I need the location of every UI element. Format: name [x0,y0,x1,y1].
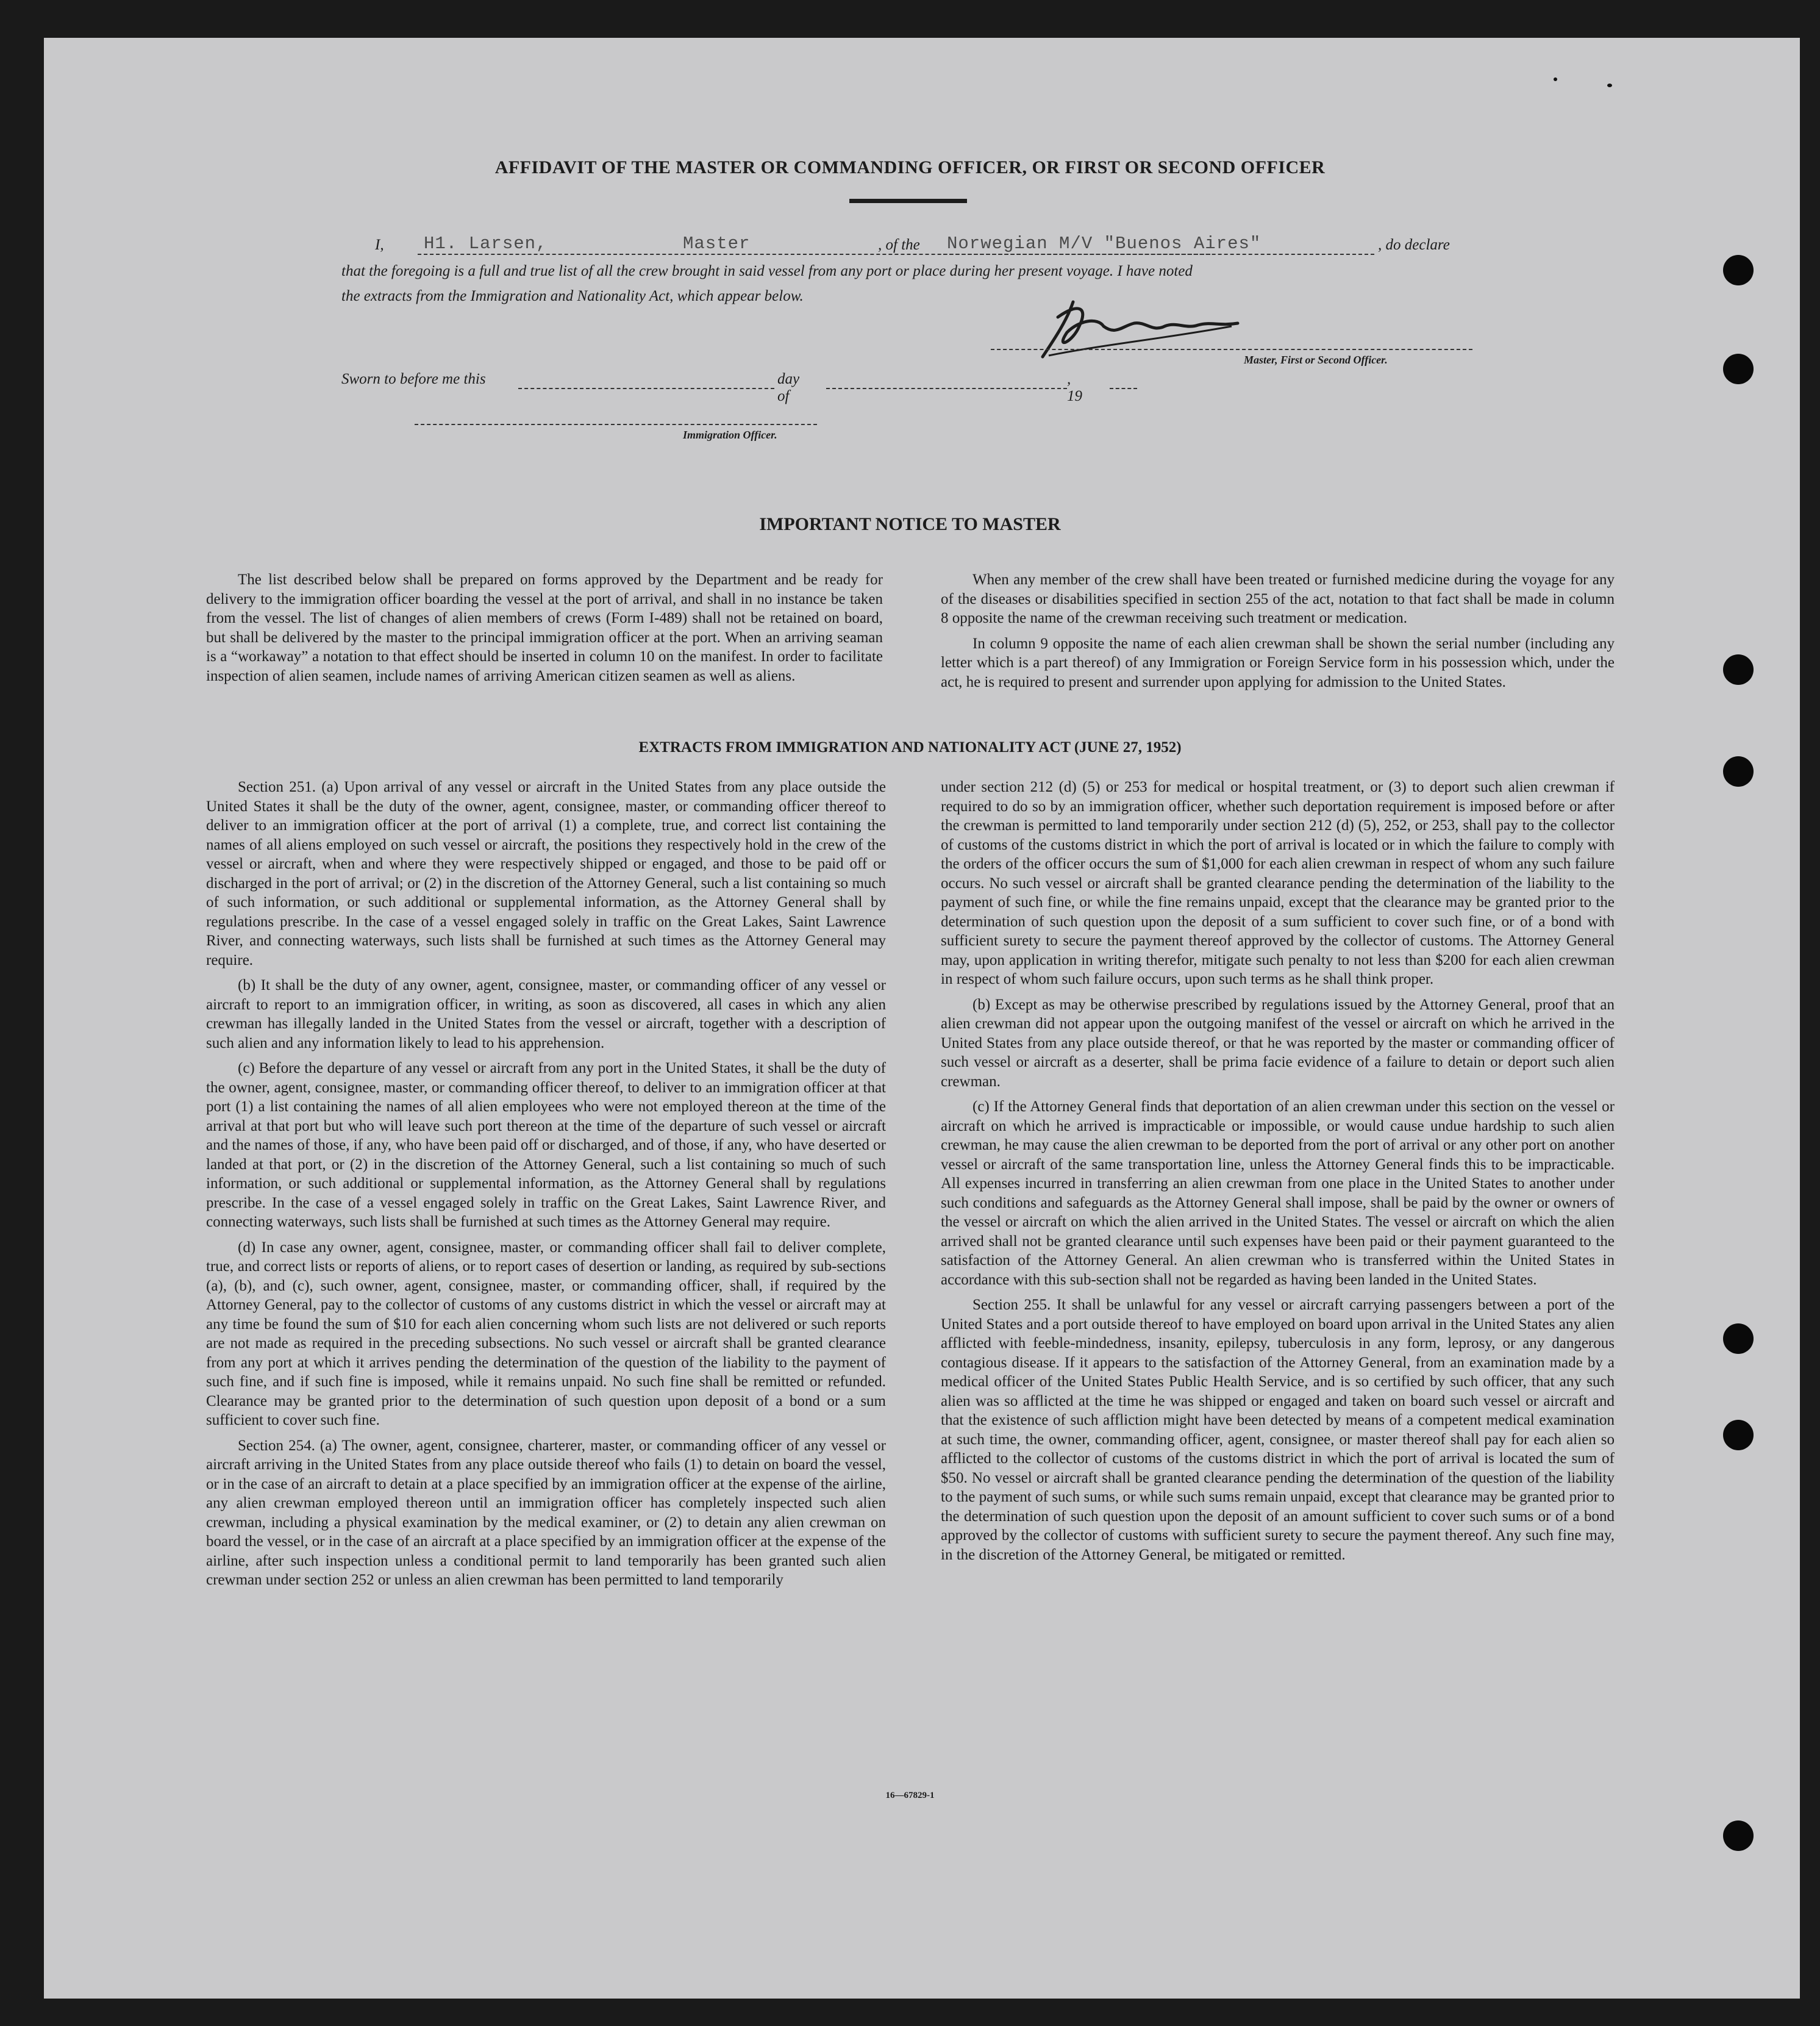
do-declare-label: , do declare [1378,237,1450,253]
notice-title: IMPORTANT NOTICE TO MASTER [759,514,1061,534]
sworn-month-blank [826,371,1067,389]
vessel-underline [943,254,1374,255]
sworn-day-blank [518,371,774,389]
year-label: , 19 [1067,371,1082,404]
officer-caption: Immigration Officer. [683,429,777,441]
act-section-paragraph: (b) Except as may be otherwise prescribed by regulations issued by the Attorney General, proof that an alien crewman did not appear upon the outgoing manifest of the vessel or aircraft on which he arrived in the United States from any place outside thereof, or that he was reported by the master or commanding officer of such vessel or aircraft as a deserter, shall be prima facie evidence of a failure to detain or deport such alien crewman. [941,996,1615,1090]
affidavit-declaration-line [341,227,1476,257]
affidavit-statement-line-2: the extracts from the Immigration and Nationality Act, which appear below. [341,288,804,304]
sworn-label: Sworn to before me this [341,371,486,387]
rank-field: Master [683,234,751,254]
notice-paragraph: The list described below shall be prepared on forms approved by the Department and be ready for delivery to the immigration officer boarding the vessel at the port of arrival, and shall in no instance be taken from the vessel. The list of changes of alien members of crews (Form I-489) shall not be retained on board, but shall be delivered by the master to the principal immigration officer at the port. When an arriving seaman is a “workaway” a notation to that effect should be inserted in column 10 on the manifest. In order to facilitate inspection of alien seamen, include names of arriving American citizen seamen as well as aliens. [206,571,883,684]
affidavit-title: AFFIDAVIT OF THE MASTER OR COMMANDING OFFICER, OR FIRST OR SECOND OFFICER [494,157,1326,177]
notice-paragraph: In column 9 opposite the name of each alien crewman shall be shown the serial number (including any letter which is a part thereof) of any Immigration or Foreign Service form in his possession which, under the act, he is required to present and surrender upon applying for admission to the United States. [941,635,1615,690]
binder-hole [1723,1420,1754,1450]
extracts-left-column [206,778,886,1596]
affidavit-statement-line-1: that the foregoing is a full and true list of all the crew brought in said vessel from any port or place during her present voyage. I have noted [341,263,1193,279]
signature-line [991,349,1472,350]
act-section-paragraph: (d) In case any owner, agent, consignee, master, or commanding officer shall fail to deliver complete, true, and correct lists or reports of aliens, or to report cases of desertion or landing, as required by sub-sections (a), (b), and (c), such owner, agent, consignee, master, or commanding officer, shall, if required by the Attorney General, pay to the collector of customs of any customs district in which the vessel or aircraft may at any time be found the sum of $10 for each alien concerning whom such lists are not delivered or such reports are not made as required in the preceding subsections. No such vessel or aircraft shall be granted clearance from any port at which it arrives pending the determination of the question of the liability to the payment of such fine, and if such fine is imposed, while it remains unpaid. No such fine shall be remitted or refunded. Clearance may be granted prior to the determination of such question upon deposit of a bond or a sum sufficient to cover such fine. [206,1239,886,1428]
title-divider [849,199,967,203]
act-section-paragraph: (c) If the Attorney General finds that deportation of an alien crewman under this section on the vessel or aircraft on which he arrived is impracticable or impossible, or would cause undue hardship to such alien crewman, he may cause the alien crewman to be deported from the port of arrival or any other port on another vessel or aircraft of the same transportation line, unless the Attorney General finds this to be impracticable. All expenses incurred in transferring an alien crewman from one place in the United States to another under such conditions and safeguards as the Attorney General shall impose, shall be paid by the owner or owners of the vessel or aircraft on which the alien arrived in the United States. The vessel or aircraft on which the alien arrived shall not be granted clearance until such expenses have been paid or their payment guaranteed to the satisfaction of the Attorney General. An alien crewman who is transferred within the United States in accordance with this sub-section shall not be regarded as having been landed in the United States. [941,1098,1615,1288]
binder-hole [1723,255,1754,285]
notice-paragraph: When any member of the crew shall have been treated or furnished medicine during the voyage for any of the diseases or disabilities specified in section 255 of the act, notation to that fact shall be made in column 8 opposite the name of the crewman receiving such treatment or medication. [941,571,1615,626]
ink-speck [1554,77,1557,81]
form-number: 16—67829-1 [885,1791,935,1800]
ink-speck [1607,84,1612,87]
act-section-paragraph: under section 212 (d) (5) or 253 for medical or hospital treatment, or (3) to deport such alien crewman if required to do so by an immigration officer, whether such deportation requirement is imposed before or after the crewman is permitted to land temporarily under section 212 (d) (5), 252, or 253, shall pay to the collector of customs of the customs district in which the port of arrival is located or in which the failure to comply with the orders of the officer occurs the sum of $1,000 for each alien crewman in respect of whom any such failure occurs. No such vessel or aircraft shall be granted clearance pending the determination of the liability to the payment of such fine, or while the fine remains unpaid, except that the clearance may be granted prior to the determination of such question upon the deposit of a sum sufficient to cover such fine, or of a bond with sufficient surety to secure the payment thereof approved by the collector of customs. The Attorney General may, upon application in writing therefor, mitigate such penalty to not less than $200 for each alien crewman in respect of whom such failure occurs, upon such terms as he shall think proper. [941,779,1615,987]
binder-hole [1723,354,1754,384]
binder-hole [1723,1820,1754,1851]
notice-right-column [941,570,1615,698]
act-section-paragraph: Section 251. (a) Upon arrival of any vessel or aircraft in the United States from any place outside the United States it shall be the duty of the owner, agent, consignee, master, or commanding officer thereof to deliver to an immigration officer at the port of arrival (1) a complete, true, and correct list containing the names of all aliens employed on such vessel or aircraft, the positions they respectively hold in the crew of the vessel or aircraft, when and where they were respectively shipped or engaged, and those to be paid off or discharged in the port of arrival; or (2) in the discretion of the Attorney General, such a list containing so much of such information, or such additional or supplemental information, as the Attorney General shall by regulations prescribe. In the case of a vessel engaged solely in traffic on the Great Lakes, Saint Lawrence River, and connecting waterways, such lists shall be furnished at such times as the Attorney General may require. [206,779,886,968]
master-signature [1030,290,1250,363]
master-name-field: H1. Larsen, [424,234,548,254]
act-section-paragraph: Section 254. (a) The owner, agent, consignee, charterer, master, or commanding officer of any vessel or aircraft arriving in the United States from any place outside thereof who fails (1) to detain on board the vessel, or in the case of an aircraft to detain at a place specified by an immigration officer at the expense of the airline, any alien crewman employed thereon until an immigration officer has completely inspected such alien crewman, including a physical examination by the medical examiner, or (2) to detain any alien crewman on board the vessel, or in the case of an aircraft at a place specified by an immigration officer at the expense of the airline, after such inspection unless a conditional permit to land temporarily has been granted such alien crewman under section 252 or unless an alien crewman has been permitted to land temporarily [206,1437,886,1588]
act-section-paragraph: (b) It shall be the duty of any owner, agent, consignee, master, or commanding officer of any vessel or aircraft to report to an immigration officer, in writing, as soon as discovered, all cases in which any alien crewman has illegally landed in the United States from the vessel or aircraft, together with a description of such alien and any information likely to lead to his apprehension. [206,977,886,1051]
day-of-label: day of [777,371,800,404]
sworn-year-blank [1110,371,1137,389]
extracts-title: EXTRACTS FROM IMMIGRATION AND NATIONALITY ACT (JUNE 27, 1952) [638,739,1182,756]
binder-hole [1723,1323,1754,1354]
act-section-paragraph: Section 255. It shall be unlawful for any vessel or aircraft carrying passengers between a port of the United States and a port outside thereof to have employed on board upon arrival in the United States any alien afflicted with feeble-mindedness, insanity, epilepsy, tuberculosis in any form, leprosy, or any dangerous contagious disease. If it appears to the satisfaction of the Attorney General, from an examination made by a medical officer of the United States Public Health Service, and is so certified by such officer, that any such alien was so afflicted at the time he was shipped or engaged and taken on board such vessel or aircraft and that the existence of such affliction might have been detected by means of a competent medical examination at such time, the owner, commanding officer, agent, consignee, or master thereof shall pay for each alien so afflicted to the collector of customs of the customs district in which the port of arrival is located the sum of $50. No vessel or aircraft shall be granted clearance pending the determination of the question of the liability to the payment of such sums, or while such sums remain unpaid, except that clearance may be granted prior to the determination of such question upon the deposit of an amount sufficient to cover such sums or of a bond approved by the collector of customs with sufficient surety to secure the payment thereof. Any such fine may, in the discretion of the Attorney General, be mitigated or remitted. [941,1297,1615,1563]
sworn-line [341,371,1082,404]
signature-caption: Master, First or Second Officer. [1244,354,1388,366]
binder-hole [1723,654,1754,685]
extracts-right-column [941,778,1615,1570]
of-the-label: , of the [878,237,920,253]
act-section-paragraph: (c) Before the departure of any vessel or aircraft from any port in the United States, it shall be the duty of the owner, agent, consignee, master, or commanding officer thereof, to deliver to an immigration officer at that port (1) a list containing the names of all alien employees who were not employed thereon at the time of the arrival at that port but who will leave such port thereon at the time of the departure of such vessel or aircraft and the names of those, if any, who have been paid off or discharged, and of those, if any, who have deserted or landed at that port, or (2) in the discretion of the Attorney General, such a list containing so much of such information, or such additional or supplemental information, as the Attorney General shall by regulations prescribe. In the case of a vessel engaged solely in traffic on the Great Lakes, Saint Lawrence River, and connecting waterways, such lists shall be furnished at such times as the Attorney General may require. [206,1060,886,1230]
notice-left-column [206,570,883,692]
vessel-field: Norwegian M/V "Buenos Aires" [947,234,1262,254]
i-label: I, [375,237,384,253]
binder-hole [1723,756,1754,787]
officer-signature-line [415,424,817,425]
